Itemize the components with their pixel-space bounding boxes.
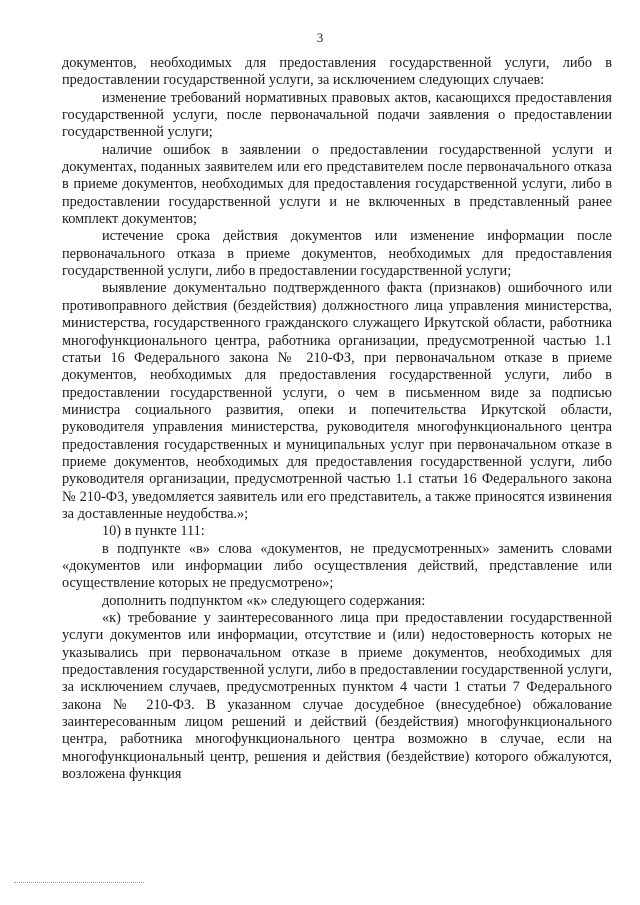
document-body xyxy=(62,55,612,783)
scan-edge-mark xyxy=(14,882,144,883)
paragraph-add-subitem-k: дополнить подпунктом «к» следующего содержания: xyxy=(102,592,426,609)
paragraph-exception-unlawful-action: выявление документально подтвержденного факта (признаков) ошибочного или противоправного действия (бездействия) должностного лица управления министерства, министерства, государственного гражданского служащего Иркутской области, работника многофункционального центра, работника организации, предусмотренной частью 1.1 статьи 16 Федерального закона № 210-ФЗ, при первоначальном отказе в приеме документов, необходимых для предоставления государственной услуги, либо в предоставлении государственной услуги, о чем в письменном виде за подписью министра социального развития, опеки и попечительства Иркутской области, руководителя управления министерства, руководителя многофункционального центра предоставления государственных и муниципальных услуг при первоначальном отказе в приеме документов, необходимых для предоставления государственной услуги, либо руководителя организации, предусмотренной частью 1.1 статьи 16 Федерального закона № 210-ФЗ, уведомляется заявитель или его представитель, а также приносятся извинения за доставленные неудобства.»; xyxy=(62,280,612,522)
paragraph-subitem-k-text: «к) требование у заинтересованного лица при предоставлении государственной услуги документов или информации, отсутствие и (или) недостоверность которых не указывались при первоначальном отказе в приеме документов, необходимых для предоставления государственной услуги, либо в предоставлении государственной услуги, за исключением случаев, предусмотренных пунктом 4 части 1 статьи 7 Федерального закона № 210-ФЗ. В указанном случае досудебное (внесудебное) обжалование заинтересованным лицом решений и действий (бездействия) многофункционального центра, работника многофункционального центра возможно в случае, если на многофункциональный центр, решения и действия (бездействие) которого обжалуются, возложена функция xyxy=(62,610,612,783)
paragraph-continuation: документов, необходимых для предоставления государственной услуги, либо в предоставлении государственной услуги, за исключением следующих случаев: xyxy=(62,55,612,89)
page-number: 3 xyxy=(316,30,324,45)
paragraph-item-10: 10) в пункте 111: xyxy=(102,523,205,540)
paragraph-subitem-v: в подпункте «в» слова «документов, не предусмотренных» заменить словами «документов или информации либо осуществления действий, представление или осуществление которых не предусмотрено»; xyxy=(62,540,612,592)
paragraph-exception-expiry: истечение срока действия документов или изменение информации после первоначального отказа в приеме документов, необходимых для предоставления государственной услуги, либо в предоставлении государственной услуги; xyxy=(62,228,612,280)
paragraph-exception-errors: наличие ошибок в заявлении о предоставлении государственной услуги и документах, поданных заявителем или его представителем после первоначального отказа в приеме документов, необходимых для предоставления государственной услуги, либо в предоставлении государственной услуги и не включенных в представленный ранее комплект документов; xyxy=(62,141,612,228)
paragraph-exception-requirements-change: изменение требований нормативных правовых актов, касающихся предоставления государственной услуги, после первоначальной подачи заявления о предоставлении государственной услуги; xyxy=(62,89,612,141)
